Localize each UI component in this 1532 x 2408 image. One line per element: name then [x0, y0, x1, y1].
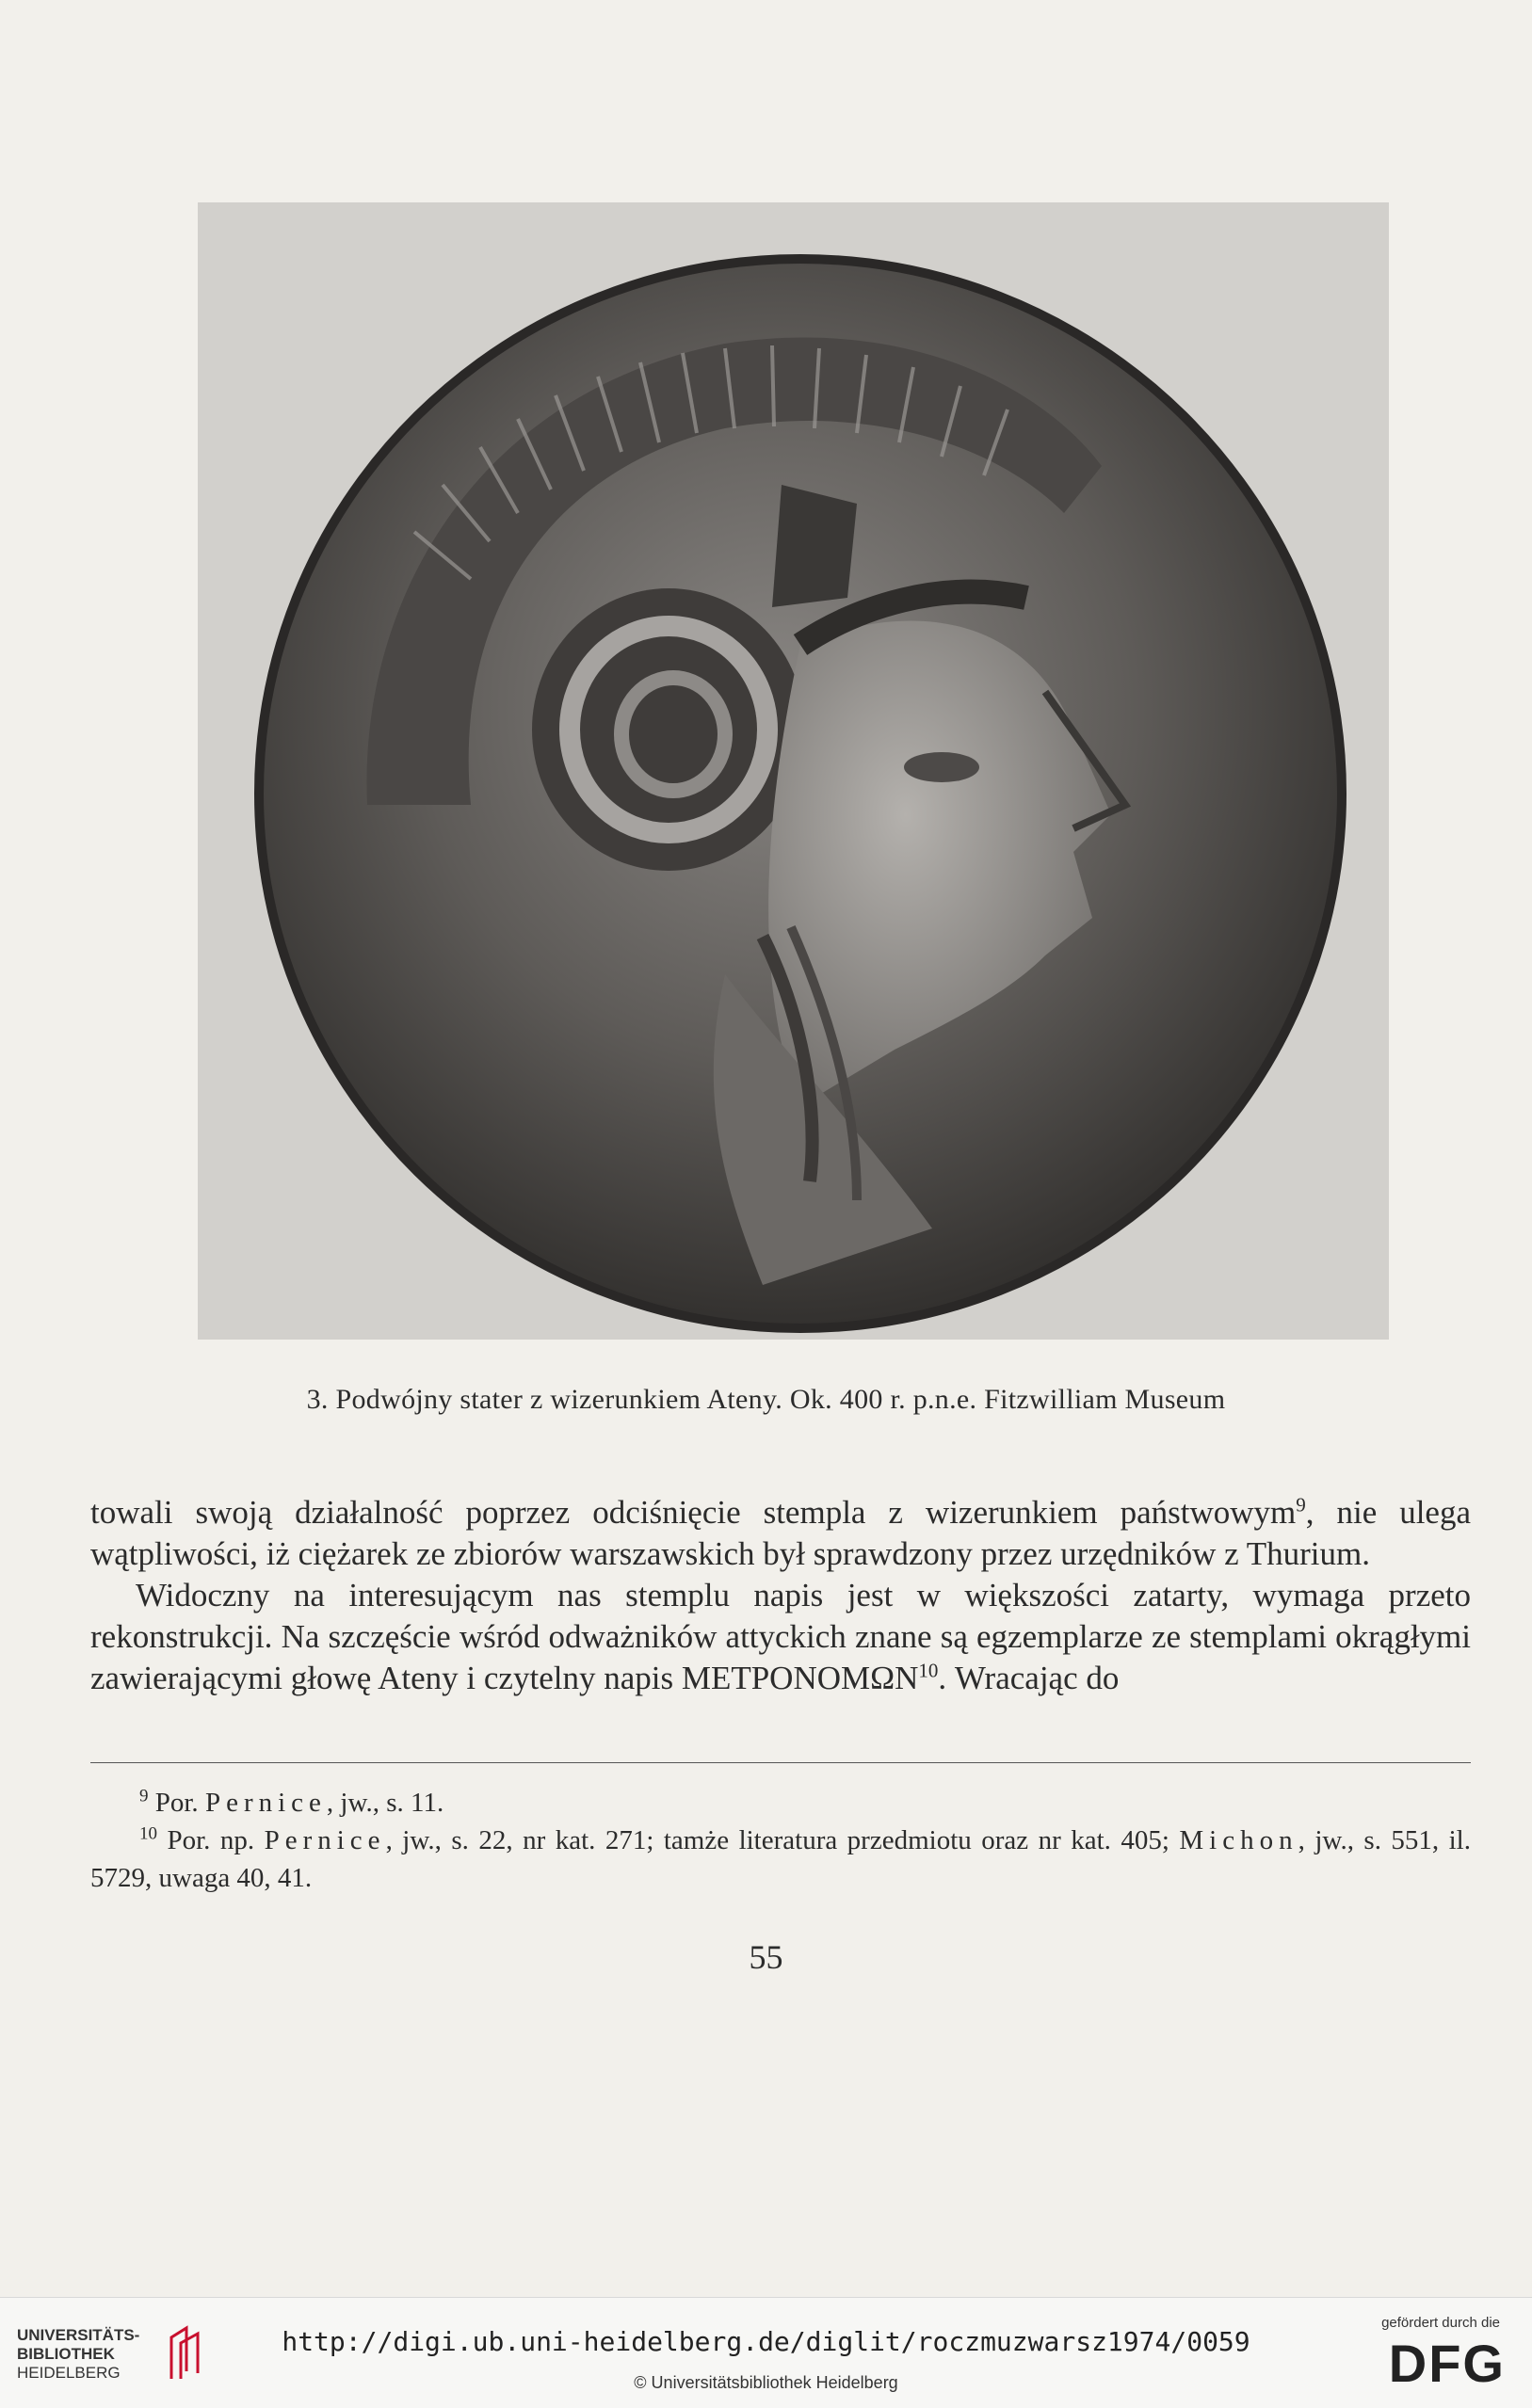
footnote-9 [90, 1784, 1471, 1822]
paragraph-1-text-end: , nie ulega wątpliwości, iż ciężarek ze zbiorów warszawskich był sprawdzony przez urzędników z Thurium. [90, 1494, 1471, 1572]
paragraph-2 [90, 1575, 1471, 1699]
paragraph-1 [90, 1492, 1471, 1575]
footnote-9-prefix: Por. [154, 1788, 205, 1818]
footnote-10-prefix: Por. np. [167, 1825, 265, 1855]
library-name-line-1: UNIVERSITÄTS- [17, 2326, 140, 2344]
footnote-10-author: Pernice [264, 1825, 386, 1855]
footnote-9-author: Pernice [204, 1788, 327, 1818]
footnote-10 [90, 1822, 1471, 1897]
dfg-logo: DFG [1388, 2334, 1506, 2393]
footnotes [90, 1784, 1471, 1897]
funding-note: gefördert durch die [1381, 2315, 1500, 2331]
body-text [90, 1492, 1471, 1699]
library-name-line-2: BIBLIOTHEK [17, 2345, 115, 2363]
page-number: 55 [749, 1938, 783, 1976]
footnote-10-number: 10 [139, 1823, 157, 1844]
athena-coin-image [198, 202, 1389, 1340]
footnote-ref-9: 9 [1296, 1493, 1306, 1517]
library-name-line-3: HEIDELBERG [17, 2364, 121, 2382]
paragraph-1-text: towali swoją działalność poprzez odciśnięcie stempla z wizerunkiem państwowym [90, 1494, 1297, 1531]
coin-photograph [198, 202, 1389, 1340]
permalink-url[interactable]: http://digi.ub.uni-heidelberg.de/diglit/roczmuzwarsz1974/0059 [282, 2326, 1250, 2357]
figure-caption: 3. Podwójny stater z wizerunkiem Ateny. Ok. 400 r. p.n.e. Fitzwilliam Museum [306, 1384, 1226, 1415]
footnote-10-author-2: Michon [1179, 1825, 1298, 1855]
copyright-notice: © Universitätsbibliothek Heidelberg [634, 2373, 898, 2392]
paragraph-2-text: Widoczny na interesującym nas stemplu napis jest w większości zatarty, wymaga przeto rekonstrukcji. Na szczęście wśród odważników attyckich znane są egzemplarze ze stemplami okrągłymi zawierającymi głowę Ateny i czytelny napis ΜΕΤΡΟΝΟΜΩΝ [90, 1577, 1471, 1696]
footnote-divider [90, 1762, 1471, 1763]
footnote-ref-10: 10 [918, 1659, 939, 1682]
digitization-footer [0, 2297, 1532, 2408]
footnote-10-rest: , jw., s. 551, il. 5729, uwaga 40, 41. [90, 1825, 1471, 1893]
footnote-9-rest: , jw., s. 11. [326, 1788, 444, 1818]
paragraph-2-text-end: . Wracając do [938, 1660, 1120, 1696]
footnote-9-number: 9 [139, 1786, 149, 1806]
footnote-10-middle: , jw., s. 22, nr kat. 271; tamże literatura przedmiotu oraz nr kat. 405; [385, 1825, 1180, 1855]
